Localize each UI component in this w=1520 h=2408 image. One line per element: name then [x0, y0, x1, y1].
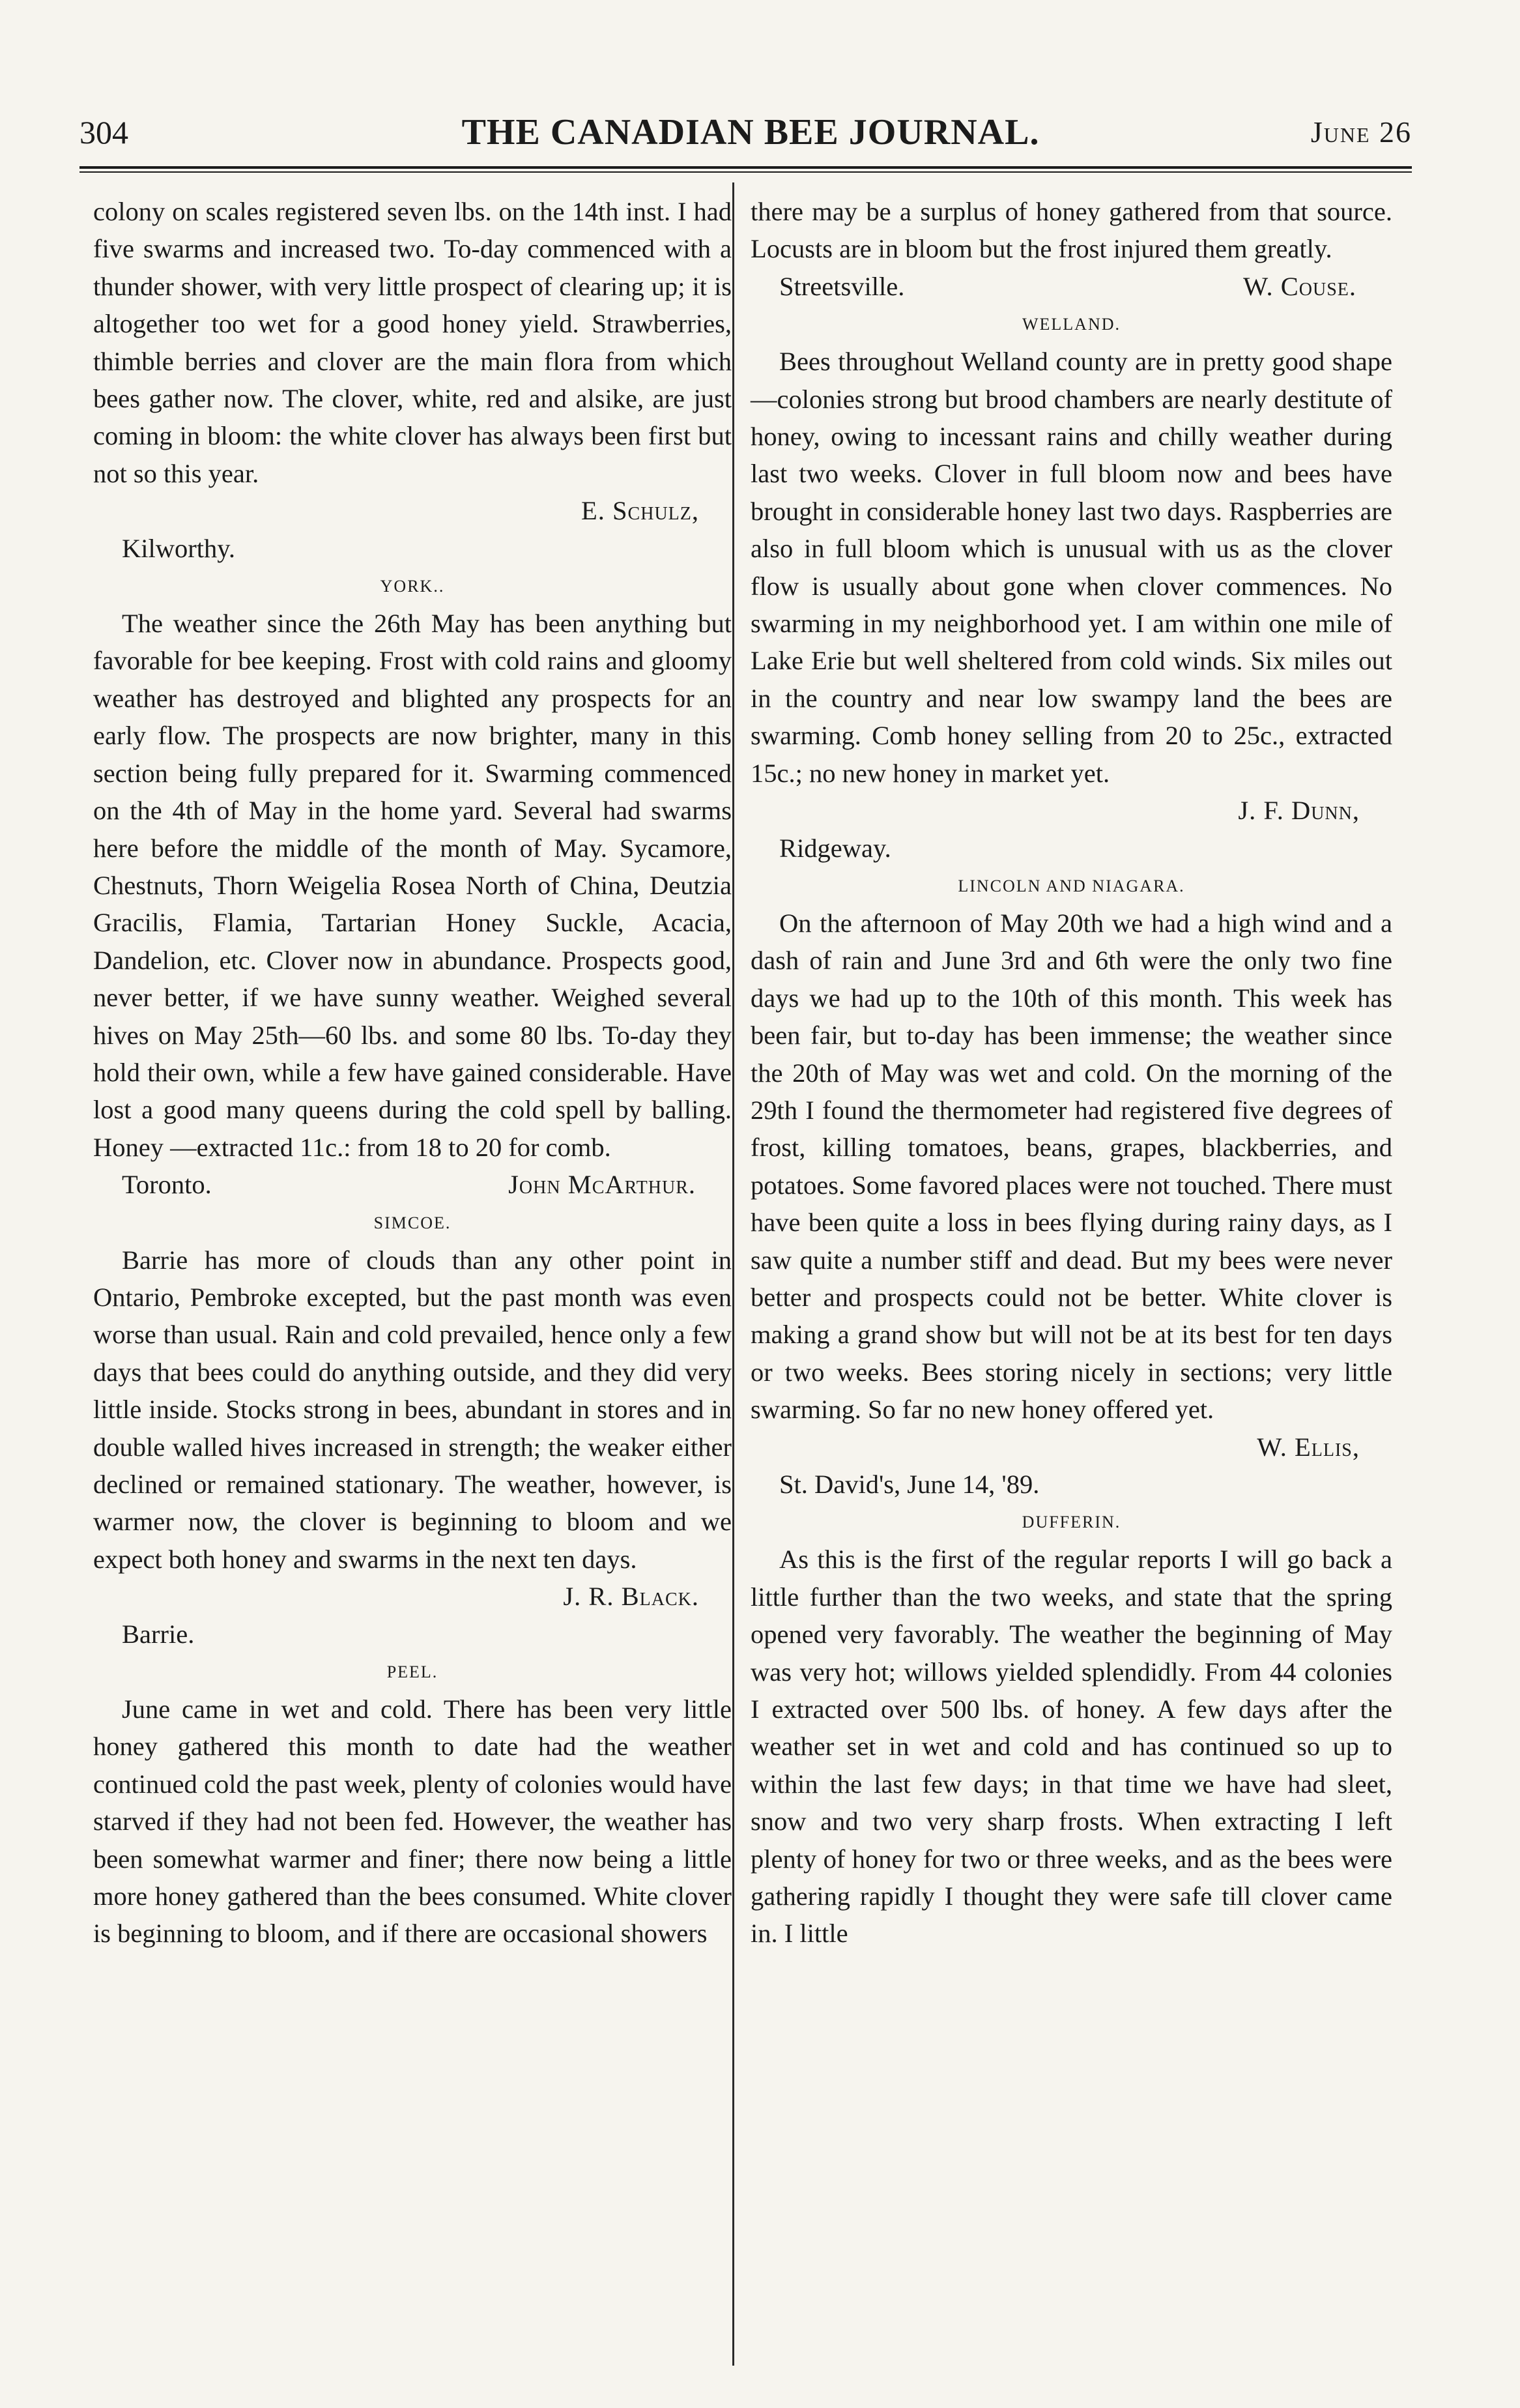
report-york: The weather since the 26th May has been anything but favorable for bee keeping. Frost with cold rains and gloomy weather has destroyed and blighted any prospects for an early flow. The prospects are now brighter, many in this section being fully prepared for it. Swarming commenced on the 4th of May in the home yard. Several had swarms here before the middle of the month of May. Sycamore, Chestnuts, Thorn Weigelia Rosea North of China, Deutzia Gracilis, Flamia, Tartarian Honey Suckle, Acacia, Dandelion, etc. Clover now in abundance. Prospects good, never better, if we have sunny weather. Weighed several hives on May 25th—60 lbs. and some 80 lbs. To-day they hold their own, while a few have gained considerable. Have lost a good many queens during the cold spell by balling. Honey —extracted 11c.: from 18 to 20 for comb. [93, 609, 732, 1162]
right-column [751, 193, 1392, 1952]
signature-line-toronto [93, 1166, 732, 1203]
signature-black: J. R. Black. [563, 1582, 699, 1612]
signature-schulz: E. Schulz, [581, 496, 699, 526]
place-kilworthy: Kilworthy. [122, 533, 235, 563]
section-heading-simcoe: SIMCOE. [373, 1213, 452, 1232]
signature-mcarthur: John McArthur. [508, 1170, 696, 1200]
report-lincoln-niagara: On the afternoon of May 20th we had a high wind and a dash of rain and June 3rd and 6th were the only two fine days we had up to the 10th of this month. This week has been fair, but to-day has been immense; the weather since the 20th of May was wet and cold. On the morning of the 29th I found the thermometer had registered five degrees of frost, killing tomatoes, beans, grapes, blackberries, and potatoes. Some favored places were not touched. There must have been quite a loss in bees flying during rainy days, as I saw quite a number stiff and dead. But my bees were never better and prospects could not be better. White clover is making a grand show but will not be at its best for ten days or two weeks. Bees storing nicely in sections; very little swarming. So far no new honey offered yet. [751, 908, 1392, 1425]
section-heading-peel: PEEL. [386, 1662, 438, 1682]
signature-ellis: W. Ellis, [1257, 1432, 1360, 1462]
report-continued-paragraph: colony on scales registered seven lbs. on the 14th inst. I had five swarms and increased two. To-day commenced with a thunder shower, with very little prospect of clearing up; it is altogether too wet for a good honey yield. Strawberries, thimble berries and clover are the main flora from which bees gather now. The clover, white, red and alsike, are just coming in bloom: the white clover has always been first but not so this year. [93, 197, 732, 488]
place-streetsville: Streetsville. [779, 271, 905, 301]
signature-dunn: J. F. Dunn, [1238, 796, 1360, 826]
issue-date: June 26 [1310, 115, 1412, 149]
header-rule-thin [79, 171, 1412, 173]
signature-line-streetsville [751, 268, 1392, 305]
place-toronto: Toronto. [122, 1170, 212, 1200]
column-divider [732, 182, 734, 2366]
report-simcoe: Barrie has more of clouds than any other point in Ontario, Pembroke excepted, but the past month was even worse than usual. Rain and cold prevailed, hence only a few days that bees could do anything outside, and they did very little inside. Stocks strong in bees, abundant in stores and in double walled hives increased in strength; the weaker either declined or remained stationary. The weather, however, is warmer now, the clover is beginning to bloom and we expect both honey and swarms in the next ten days. [93, 1245, 732, 1574]
journal-title: THE CANADIAN BEE JOURNAL. [461, 112, 1040, 152]
place-ridgeway: Ridgeway. [779, 833, 891, 863]
report-dufferin: As this is the first of the regular reports I will go back a little further than the two weeks, and state that the spring opened very favorably. The weather the beginning of May was very hot; willows yielded splendidly. From 44 colonies I extracted over 500 lbs. of honey. A few days after the weather set in wet and cold and has continued so up to within the last few days; in that time we have had sleet, snow and two very sharp frosts. When extracting I left plenty of honey for two or three weeks, and as the bees were gathering rapidly I thought they were safe till clover came in. I little [751, 1545, 1392, 1949]
header-rule-thick [79, 166, 1412, 169]
left-column [93, 193, 732, 1952]
section-heading-dufferin: DUFFERIN. [1022, 1513, 1121, 1532]
page-header [79, 103, 1412, 162]
place-barrie: Barrie. [122, 1619, 195, 1649]
section-heading-lincoln-niagara: LINCOLN AND NIAGARA. [958, 876, 1185, 895]
report-continued-paragraph-right: there may be a surplus of honey gathered from that source. Locusts are in bloom but the frost injured them greatly. [751, 197, 1392, 264]
report-welland: Bees throughout Welland county are in pretty good shape—colonies strong but brood chambers are nearly destitute of honey, owing to incessant rains and chilly weather during last two weeks. Clover in full bloom now and bees have brought in considerable honey last two days. Raspberries are also in full bloom which is unusual with us as the clover flow is usually about gone when clover commences. No swarming in my neighborhood yet. I am within one mile of Lake Erie but well sheltered from cold winds. Six miles out in the country and near low swampy land the bees are swarming. Comb honey selling from 20 to 25c., extracted 15c.; no new honey in market yet. [751, 347, 1392, 788]
section-heading-welland: WELLAND. [1022, 315, 1121, 334]
section-heading-york: YORK.. [380, 577, 445, 596]
place-st-davids: St. David's, June 14, '89. [779, 1470, 1040, 1499]
report-peel: June came in wet and cold. There has been very little honey gathered this month to date had the weather continued cold the past week, plenty of colonies would have starved if they had not been fed. However, the weather has been somewhat warmer and finer; there now being a little more honey gathered than the bees consumed. White clover is beginning to bloom, and if there are occasional showers [93, 1694, 732, 1949]
signature-couse: W. Couse. [1242, 271, 1356, 301]
page-number: 304 [79, 114, 128, 151]
